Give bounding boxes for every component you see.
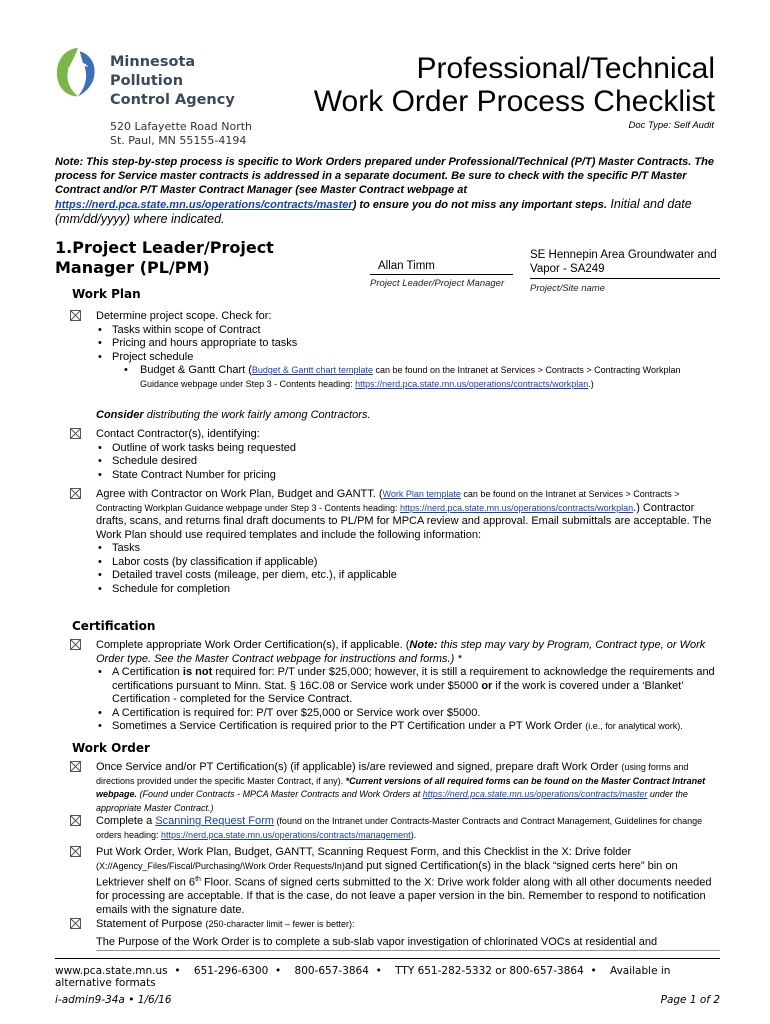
step-contact-contractor: Contact Contractor(s), identifying: • Outline of work tasks being requested • Schedule desired • State Contract Number for pricing — [96, 428, 716, 482]
org-address: 520 Lafayette Road North St. Paul, MN 55155-4194 — [110, 120, 253, 147]
doc-type: Doc Type: Self Audit — [628, 120, 714, 131]
list-item: • Budget & Gantt Chart (Budget & Gantt chart template can be found on the Intranet at Services > Contracts > Contracting Workplan Guidance webpage under Step 3 - Contents heading: https://nerd.pca.state.mn.us/operations/contracts/workplan.) — [96, 364, 716, 391]
certification-heading: Certification — [72, 619, 156, 633]
list-item: • A Certification is required for: P/T over $25,000 or Service work over $5000. — [96, 707, 716, 721]
intro-note: Note: This step-by-step process is specific to Work Orders prepared under Professional/Technical (P/T) Master Contracts. The process for Service master contracts is addressed in a separate document. Be sure to check with the specific P/T Master Contract and/or P/T Master Contract Manager (see Master Contract webpage at https://nerd.pca.state.mn.us/operations/contracts/master) to ensure you do not miss any important steps. Initial and date (mm/dd/yyyy) where indicated. — [55, 156, 714, 226]
project-manager-field[interactable]: Allan Timm Project Leader/Project Manager — [370, 258, 513, 289]
footer-divider — [55, 958, 720, 959]
step-determine-scope: Determine project scope. Check for: • Tasks within scope of Contract • Pricing and hours appropriate to tasks • Project schedule • Budget & Gantt Chart (Budget & Gantt chart template can be found on the Intranet at Services > Contracts > Contracting Workplan Guidance webpage under Step 3 - Contents heading: https://nerd.pca.state.mn.us/operations/contracts/workplan.) — [96, 310, 716, 391]
list-item: • State Contract Number for pricing — [96, 469, 716, 483]
project-site-field[interactable]: SE Hennepin Area Groundwater and Vapor - SA249 Project/Site name — [530, 247, 720, 296]
step-agree-work-plan: Agree with Contractor on Work Plan, Budget and GANTT. (Work Plan template can be found on the Intranet at Services > Contracts > Contracting Workplan Guidance webpage under Step 3 - Contents heading: https://nerd.pca.state.mn.us/operations/contracts/workplan.) Contractor drafts, scans, and returns final draft documents to PL/PM for MPCA review and approval. Email submittals are acceptable. The Work Plan should use required templates and include the following information: • Tasks • Labor costs (by classification if applicable) • Detailed travel costs (mileage, per diem, etc.), if applicable • Schedule for completion — [96, 488, 716, 596]
workplan-url-link[interactable]: https://nerd.pca.state.mn.us/operations/contracts/workplan — [400, 502, 634, 513]
document-title: Professional/Technical Work Order Process Checklist — [313, 52, 715, 118]
checkbox-checked[interactable] — [70, 428, 81, 439]
workplan-url-link[interactable]: https://nerd.pca.state.mn.us/operations/contracts/workplan — [355, 378, 589, 389]
checkbox-checked[interactable] — [70, 310, 81, 321]
step-statement-of-purpose: Statement of Purpose (250-character limit – fewer is better): — [96, 918, 355, 930]
page-number: Page 1 of 2 — [660, 994, 720, 1006]
list-item: • Tasks — [96, 542, 716, 556]
list-item: • Tasks within scope of Contract — [96, 324, 716, 338]
step-prepare-work-order: Once Service and/or PT Certification(s) (if applicable) is/are reviewed and signed, prepare draft Work Order (using forms and directions provided under the specific Master Contract, if any). *Current versions of all required forms can be found on the Master Contract Intranet webpage. (Found under Contracts - MPCA Master Contracts and Work Orders at https://nerd.pca.state.mn.us/operations/contracts/master under the appropriate Master Contract.) — [96, 761, 706, 813]
checkbox-checked[interactable] — [70, 918, 81, 929]
step-certification: Complete appropriate Work Order Certification(s), if applicable. (Note: this step may vary by Program, Contract type, or Work Order type. See the Master Contract webpage for instructions and forms.) * • A Certification is not required for: P/T under $25,000; however, it is still a requirement to acknowledge the requirements and certifications pursuant to Minn. Stat. § 16C.08 or Service work under $5000 or if the work is covered under a ‘Blanket’ Certification - completed for the Service Contract. • A Certification is required for: P/T over $25,000 or Service work over $5000. • Sometimes a Service Certification is required prior to the PT Certification under a PT Work Order (i.e., for analytical work). — [96, 639, 716, 734]
mpca-logo-mark — [52, 44, 104, 114]
checkbox-checked[interactable] — [70, 846, 81, 857]
work-plan-template-link[interactable]: Work Plan template — [382, 489, 461, 499]
list-item: • Labor costs (by classification if applicable) — [96, 556, 716, 570]
contract-management-link[interactable]: https://nerd.pca.state.mn.us/operations/contracts/management — [161, 829, 411, 840]
master-contract-link[interactable]: https://nerd.pca.state.mn.us/operations/contracts/master — [55, 199, 353, 211]
budget-gantt-template-link[interactable]: Budget & Gantt chart template — [251, 365, 373, 375]
section-heading: 1.Project Leader/Project Manager (PL/PM) — [55, 238, 274, 277]
org-block — [110, 53, 270, 148]
scanning-request-form-link[interactable]: Scanning Request Form — [155, 815, 274, 827]
checkbox-checked[interactable] — [70, 815, 81, 826]
list-item: • Project schedule — [96, 351, 716, 365]
work-order-heading: Work Order — [72, 741, 150, 755]
checkbox-checked[interactable] — [70, 639, 81, 650]
org-name: Minnesota Pollution Control Agency — [110, 54, 235, 108]
footer-contacts: www.pca.state.mn.us • 651-296-6300 • 800-657-3864 • TTY 651-282-5332 or 800-657-3864 • Available in alternative formats — [55, 965, 671, 989]
footer-doc-id: i-admin9-34a • 1/6/16 — [55, 994, 172, 1006]
consider-note: Consider distributing the work fairly among Contractors. — [96, 409, 371, 421]
list-item: • Schedule for completion — [96, 583, 716, 597]
statement-of-purpose-field[interactable]: The Purpose of the Work Order is to complete a sub-slab vapor investigation of chlorinated VOCs at residential and — [96, 936, 720, 951]
list-item: • Sometimes a Service Certification is required prior to the PT Certification under a PT Work Order (i.e., for analytical work). — [96, 720, 716, 734]
work-plan-heading: Work Plan — [72, 287, 141, 301]
list-item: • Outline of work tasks being requested — [96, 442, 716, 456]
checkbox-checked[interactable] — [70, 761, 81, 772]
list-item: • Schedule desired — [96, 455, 716, 469]
step-submit-documents: Put Work Order, Work Plan, Budget, GANTT, Scanning Request Form, and this Checklist in the X: Drive folder (X://Agency_Files/Fiscal/Purchasing/\Work Order Requests/In)and put signed Certification(s) in the black “signed certs here” bin on Lektriever shelf on 6th Floor. Scans of signed certs submitted to the X: Drive work folder along with all other documents needed for processing are acceptable. If that is the case, do not leave a paper version in the bin. Remember to respond to notification emails with the signature date. — [96, 846, 712, 916]
master-contract-link[interactable]: https://nerd.pca.state.mn.us/operations/contracts/master — [422, 789, 648, 799]
step-scanning-request: Complete a Scanning Request Form (found on the Intranet under Contracts-Master Contracts and Contract Management, Guidelines for change orders heading: https://nerd.pca.state.mn.us/operations/contracts/management). — [96, 815, 703, 840]
checkbox-checked[interactable] — [70, 488, 81, 499]
list-item: • Detailed travel costs (mileage, per diem, etc.), if applicable — [96, 569, 716, 583]
list-item: • A Certification is not required for: P/T under $25,000; however, it is still a requirement to acknowledge the requirements and certifications pursuant to Minn. Stat. § 16C.08 or Service work under $5000 or if the work is covered under a ‘Blanket’ Certification - completed for the Service Contract. — [96, 666, 716, 707]
list-item: • Pricing and hours appropriate to tasks — [96, 337, 716, 351]
